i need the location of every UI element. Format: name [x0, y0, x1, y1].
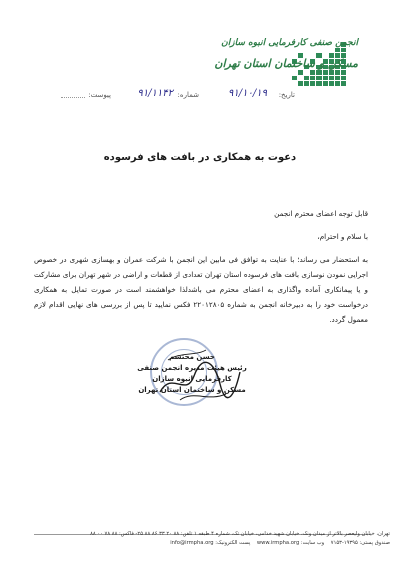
organization-name [128, 36, 358, 72]
letter-footer [18, 530, 390, 548]
logo-tile [304, 81, 309, 86]
footer-website-label: وب سایت: [300, 540, 325, 546]
footer-postal-box: صندوق پستی: ۱۹۳۹۵-۷۱۵۳ [330, 540, 390, 546]
letter-subject: دعوت به همکاری در بافت های فرسوده [103, 152, 297, 163]
footer-email-label: پست الکترونیک: [215, 540, 251, 546]
signatory-title-line1: رئیس هیئت مدیره انجمن صنفی کارفرمایی انبوه سازان [137, 364, 247, 383]
organization-name-line2: مسکن و ساختمان استان تهران [214, 57, 358, 70]
signatory-title-line2: مسکن و ساختمان استان تهران [138, 386, 246, 394]
footer-website[interactable]: www.irmpha.org [256, 540, 300, 546]
organization-name-line1: انجمن صنفی کارفرمایی انبوه سازان [221, 38, 358, 48]
letter-meta [60, 88, 295, 102]
number-label: شماره: [177, 91, 199, 99]
logo-tile [329, 81, 334, 86]
footer-address: تهران، خیابان ولیعصر بالاتر از میدان ونک، خیابان شهید خدامی، خیابان تک، شماره ۴ طبقه ۱ تلفن: ۸۸ ۲۰ ۳۳ ۸۶ ۸۸ ۲۵- فاکس: ۸۸ ۷۸ ۰۰ ۸۸ [90, 531, 390, 537]
date-label: تاریخ: [278, 91, 295, 99]
number-value: ۹۱/۱۱۴۲ [137, 88, 173, 99]
logo-tile [310, 81, 315, 86]
logo-tile [335, 76, 340, 81]
logo-tile [335, 81, 340, 86]
logo-tile [316, 81, 321, 86]
signature-block [130, 352, 254, 396]
greeting-line: با سلام و احترام، [317, 232, 368, 241]
logo-tile [341, 76, 346, 81]
logo-tile [292, 76, 297, 81]
logo-tile [323, 76, 328, 81]
letter-paragraph: به استحضار می رساند؛ با عنایت به توافق فی مابین این انجمن با شرکت عمران و بهسازی شهری در خصوص اجرایی نمودن نوسازی بافت های فرسوده استان تهران تعدادی از قطعات و اراضی در شهر تهران برای مشارکت و یا پیمانکاری آماده واگذاری به اعضای محترم می باشدلذا خواهشمند است در صورت تمایل به همکاری درخواست خود را به دبیرخانه انجمن به شماره ۲۲۰۱۲۸۰۵ فکس نمایید تا پس از بررسی های نهایی اقدام لازم معمول گردد. [34, 255, 368, 324]
signatory-name: حسن محتشم [169, 353, 215, 361]
footer-email[interactable]: info@irmpha.org [170, 540, 214, 546]
letter-body [34, 206, 368, 327]
recipient-line: قابل توجه اعضای محترم انجمن [274, 209, 368, 218]
attachment-blank [61, 97, 85, 98]
logo-tile [298, 81, 303, 86]
logo-tile [316, 76, 321, 81]
logo-tile [292, 81, 297, 86]
attachment-label: پیوست: [88, 91, 111, 99]
footer-contact-line [18, 539, 390, 548]
logo-tile [329, 76, 334, 81]
logo-tile [323, 81, 328, 86]
logo-tile [341, 81, 346, 86]
logo-tile [304, 76, 309, 81]
logo-tile [298, 76, 303, 81]
logo-tile [310, 76, 315, 81]
date-value: ۹۱/۱۰/۱۹ [228, 88, 267, 99]
